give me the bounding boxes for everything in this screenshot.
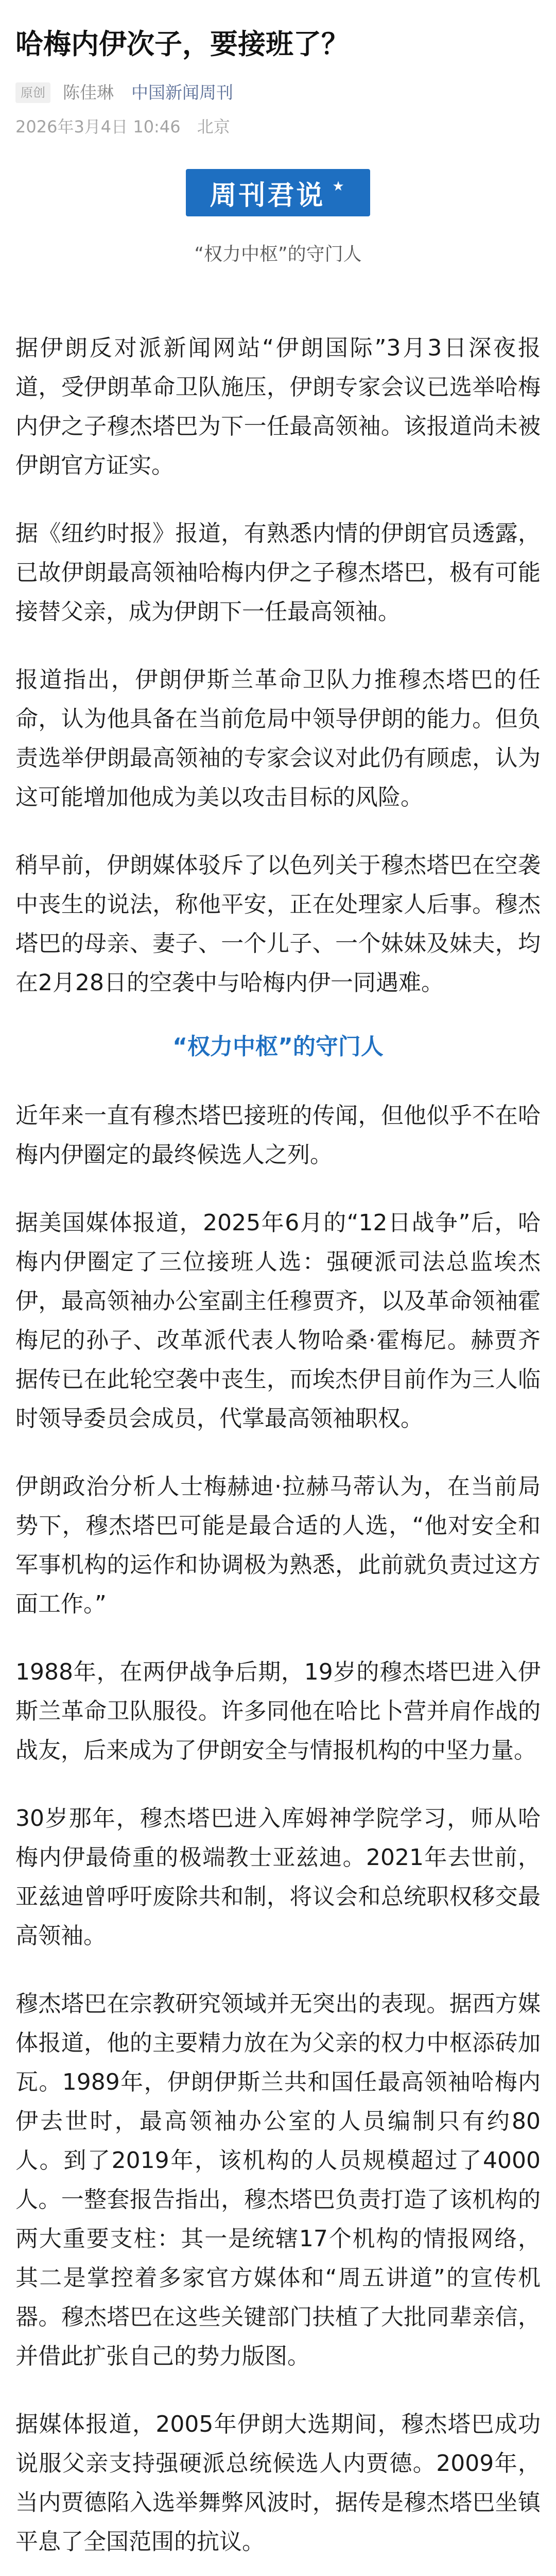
paragraph: 据伊朗反对派新闻网站“伊朗国际”3月3日深夜报道，受伊朗革命卫队施压，伊朗专家会议已选举哈梅内伊之子穆杰塔巴为下一任最高领袖。该报道尚未被伊朗官方证实。 bbox=[15, 335, 541, 479]
star-icon: ★ bbox=[332, 179, 346, 194]
paragraph: 伊朗政治分析人士梅赫迪·拉赫马蒂认为，在当前局势下，穆杰塔巴可能是最合适的人选，“他对安全和军事机构的运作和协调极为熟悉，此前就负责过这方面工作。” bbox=[15, 1473, 541, 1617]
author-name[interactable]: 陈佳琳 bbox=[63, 82, 114, 103]
paragraph: 稍早前，伊朗媒体驳斥了以色列关于穆杰塔巴在空袭中丧生的说法，称他平安，正在处理家人后事。穆杰塔巴的母亲、妻子、一个儿子、一个妹妹及妹夫，均在2月28日的空袭中与哈梅内伊一同遇难。 bbox=[15, 852, 541, 996]
paragraph: 报道指出，伊朗伊斯兰革命卫队力推穆杰塔巴的任命，认为他具备在当前危局中领导伊朗的能力。但负责选举伊朗最高领袖的专家会议对此仍有顾虑，认为这可能增加他成为美以攻击目标的风险。 bbox=[15, 667, 541, 810]
banner-subtitle: “权力中枢”的守门人 bbox=[194, 244, 362, 265]
publish-info bbox=[15, 115, 541, 138]
paragraph: 1988年，在两伊战争后期，19岁的穆杰塔巴进入伊斯兰革命卫队服役。许多同他在哈比卜营并肩作战的战友，后来成为了伊朗安全与情报机构的中坚力量。 bbox=[15, 1659, 541, 1764]
banner-label: 周刊君说 bbox=[210, 180, 325, 211]
original-tag: 原创 bbox=[15, 82, 50, 103]
paragraph: 30岁那年，穆杰塔巴进入库姆神学院学习，师从哈梅内伊最倚重的极端教士亚兹迪。2021年去世前，亚兹迪曾呼吁废除共和制，将议会和总统职权移交最高领袖。 bbox=[15, 1805, 541, 1949]
section-heading: “权力中枢”的守门人 bbox=[172, 1033, 384, 1060]
paragraph: 近年来一直有穆杰塔巴接班的传闻，但他似乎不在哈梅内伊圈定的最终候选人之列。 bbox=[15, 1103, 541, 1168]
banner-box bbox=[186, 169, 370, 216]
article-body bbox=[15, 329, 541, 2576]
paragraph: 穆杰塔巴在宗教研究领域并无突出的表现。据西方媒体报道，他的主要精力放在为父亲的权力中枢添砖加瓦。1989年，伊朗伊斯兰共和国任最高领袖哈梅内伊去世时，最高领袖办公室的人员编制只有约80人。到了2019年，该机构的人员规模超过了4000人。一整套报告指出，穆杰塔巴负责打造了该机构的两大重要支柱：其一是统辖17个机构的情报网络，其二是掌控着多家官方媒体和“周五讲道”的宣传机器。穆杰塔巴在这些关键部门扶植了大批同辈亲信，并借此扩张自己的势力版图。 bbox=[15, 1991, 541, 2369]
paragraph: 据《纽约时报》报道，有熟悉内情的伊朗官员透露，已故伊朗最高领袖哈梅内伊之子穆杰塔巴，极有可能接替父亲，成为伊朗下一任最高领袖。 bbox=[15, 520, 541, 625]
source-link[interactable]: 中国新闻周刊 bbox=[131, 82, 233, 103]
article-title: 哈梅内伊次子，要接班了？ bbox=[15, 28, 349, 60]
publish-location: 北京 bbox=[197, 117, 230, 137]
column-banner bbox=[15, 169, 541, 216]
publish-date: 2026年3月4日 10:46 bbox=[15, 117, 181, 137]
article-meta bbox=[15, 81, 541, 104]
paragraph: 据媒体报道，2005年伊朗大选期间，穆杰塔巴成功说服父亲支持强硬派总统候选人内贾德。2009年，当内贾德陷入选举舞弊风波时，据传是穆杰塔巴坐镇平息了全国范围的抗议。 bbox=[15, 2411, 541, 2555]
paragraph: 据美国媒体报道，2025年6月的“12日战争”后，哈梅内伊圈定了三位接班人选：强硬派司法总监埃杰伊，最高领袖办公室副主任穆贾齐，以及革命领袖霍梅尼的孙子、改革派代表人物哈桑·霍梅尼。赫贾齐据传已在此轮空袭中丧生，而埃杰伊目前作为三人临时领导委员会成员，代掌最高领袖职权。 bbox=[15, 1210, 541, 1432]
